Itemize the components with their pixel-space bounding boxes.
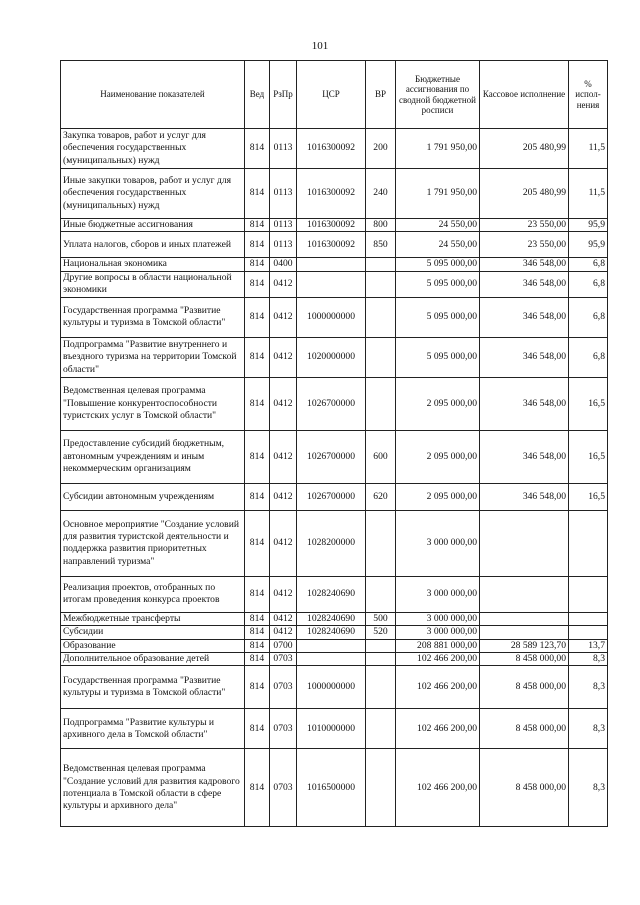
row-rzpr: 0412 — [270, 297, 297, 337]
row-ved: 814 — [245, 430, 270, 483]
row-rzpr: 0703 — [270, 749, 297, 827]
row-vr — [366, 709, 396, 749]
row-csr: 1028240690 — [297, 626, 366, 639]
row-rzpr: 0412 — [270, 271, 297, 297]
row-ved: 814 — [245, 219, 270, 232]
row-ved: 814 — [245, 258, 270, 271]
row-percent: 6,8 — [569, 271, 608, 297]
row-ved: 814 — [245, 297, 270, 337]
row-percent — [569, 510, 608, 576]
row-rzpr: 0113 — [270, 129, 297, 169]
row-percent: 6,8 — [569, 337, 608, 377]
row-vr: 850 — [366, 232, 396, 258]
row-name: Ведомственная целевая программа "Создание условий для развития кадрового потенциала в Томской области в сфере культуры и архивного дела" — [61, 749, 245, 827]
row-name: Предоставление субсидий бюджетным, автономным учреждениям и иным некоммерческим организациям — [61, 430, 245, 483]
row-budget: 24 550,00 — [396, 232, 480, 258]
row-csr: 1010000000 — [297, 709, 366, 749]
row-csr: 1016300092 — [297, 219, 366, 232]
table-row — [61, 337, 608, 377]
row-budget: 2 095 000,00 — [396, 377, 480, 430]
table-row — [61, 258, 608, 271]
row-name: Основное мероприятие "Создание условий для развития туристской деятельности и поддержка развития приоритетных направлений туризма" — [61, 510, 245, 576]
row-cash: 8 458 000,00 — [480, 749, 569, 827]
table-row — [61, 709, 608, 749]
row-vr: 600 — [366, 430, 396, 483]
row-name: Ведомственная целевая программа "Повышение конкурентоспособности туристских услуг в Томской области" — [61, 377, 245, 430]
row-rzpr: 0412 — [270, 626, 297, 639]
row-csr — [297, 258, 366, 271]
row-name: Субсидии автономным учреждениям — [61, 483, 245, 510]
row-cash: 346 548,00 — [480, 430, 569, 483]
row-rzpr: 0412 — [270, 337, 297, 377]
col-header-percent: % испол-нения — [569, 61, 608, 129]
table-row — [61, 576, 608, 612]
row-vr — [366, 576, 396, 612]
row-percent: 16,5 — [569, 377, 608, 430]
row-budget: 208 881 000,00 — [396, 639, 480, 652]
row-vr — [366, 258, 396, 271]
row-rzpr: 0400 — [270, 258, 297, 271]
row-csr — [297, 271, 366, 297]
table-row — [61, 639, 608, 652]
row-vr — [366, 337, 396, 377]
row-budget: 1 791 950,00 — [396, 169, 480, 219]
row-budget: 5 095 000,00 — [396, 271, 480, 297]
row-vr — [366, 377, 396, 430]
row-ved: 814 — [245, 709, 270, 749]
row-budget: 1 791 950,00 — [396, 129, 480, 169]
row-csr: 1028240690 — [297, 612, 366, 625]
row-vr: 200 — [366, 129, 396, 169]
row-rzpr: 0412 — [270, 612, 297, 625]
row-percent: 11,5 — [569, 169, 608, 219]
row-percent: 95,9 — [569, 219, 608, 232]
row-name: Государственная программа "Развитие культуры и туризма в Томской области" — [61, 666, 245, 709]
row-vr — [366, 271, 396, 297]
table-row — [61, 510, 608, 576]
row-cash: 28 589 123,70 — [480, 639, 569, 652]
row-ved: 814 — [245, 169, 270, 219]
row-percent: 6,8 — [569, 258, 608, 271]
row-vr: 620 — [366, 483, 396, 510]
row-cash: 23 550,00 — [480, 232, 569, 258]
col-header-budget: Бюджетные ассигнования по сводной бюджетной росписи — [396, 61, 480, 129]
row-name: Закупка товаров, работ и услуг для обеспечения государственных (муниципальных) нужд — [61, 129, 245, 169]
row-percent — [569, 576, 608, 612]
row-csr: 1016500000 — [297, 749, 366, 827]
row-csr: 1020000000 — [297, 337, 366, 377]
row-vr: 520 — [366, 626, 396, 639]
col-header-ved: Вед — [245, 61, 270, 129]
row-cash — [480, 612, 569, 625]
row-budget: 5 095 000,00 — [396, 337, 480, 377]
row-csr: 1026700000 — [297, 377, 366, 430]
table-row — [61, 653, 608, 666]
row-vr — [366, 510, 396, 576]
row-ved: 814 — [245, 232, 270, 258]
row-csr: 1000000000 — [297, 666, 366, 709]
row-name: Подпрограмма "Развитие внутреннего и въездного туризма на территории Томской области" — [61, 337, 245, 377]
row-csr: 1028200000 — [297, 510, 366, 576]
row-vr: 240 — [366, 169, 396, 219]
col-header-name: Наименование показателей — [61, 61, 245, 129]
row-ved: 814 — [245, 576, 270, 612]
row-ved: 814 — [245, 377, 270, 430]
table-row — [61, 219, 608, 232]
row-cash: 205 480,99 — [480, 129, 569, 169]
col-header-vr: ВР — [366, 61, 396, 129]
row-name: Субсидии — [61, 626, 245, 639]
col-header-cash: Кассовое исполнение — [480, 61, 569, 129]
row-percent: 16,5 — [569, 430, 608, 483]
table-row — [61, 169, 608, 219]
row-ved: 814 — [245, 612, 270, 625]
table-row — [61, 297, 608, 337]
row-name: Дополнительное образование детей — [61, 653, 245, 666]
table-row — [61, 430, 608, 483]
row-budget: 102 466 200,00 — [396, 709, 480, 749]
row-ved: 814 — [245, 483, 270, 510]
row-name: Другие вопросы в области национальной экономики — [61, 271, 245, 297]
row-name: Межбюджетные трансферты — [61, 612, 245, 625]
row-ved: 814 — [245, 271, 270, 297]
row-name: Иные закупки товаров, работ и услуг для обеспечения государственных (муниципальных) нужд — [61, 169, 245, 219]
row-ved: 814 — [245, 129, 270, 169]
row-vr — [366, 653, 396, 666]
row-cash: 346 548,00 — [480, 483, 569, 510]
row-ved: 814 — [245, 626, 270, 639]
row-name: Национальная экономика — [61, 258, 245, 271]
row-rzpr: 0703 — [270, 666, 297, 709]
row-rzpr: 0703 — [270, 653, 297, 666]
table-row — [61, 483, 608, 510]
row-budget: 2 095 000,00 — [396, 483, 480, 510]
row-rzpr: 0412 — [270, 576, 297, 612]
row-csr — [297, 653, 366, 666]
table-row — [61, 129, 608, 169]
row-csr: 1026700000 — [297, 483, 366, 510]
table-row — [61, 232, 608, 258]
table-header-row — [61, 61, 608, 129]
row-percent: 8,3 — [569, 709, 608, 749]
row-budget: 3 000 000,00 — [396, 576, 480, 612]
row-budget: 102 466 200,00 — [396, 653, 480, 666]
row-percent: 6,8 — [569, 297, 608, 337]
row-cash — [480, 576, 569, 612]
row-cash: 346 548,00 — [480, 258, 569, 271]
row-cash — [480, 510, 569, 576]
row-ved: 814 — [245, 749, 270, 827]
row-budget: 3 000 000,00 — [396, 612, 480, 625]
row-percent: 8,3 — [569, 653, 608, 666]
row-cash: 8 458 000,00 — [480, 709, 569, 749]
row-ved: 814 — [245, 653, 270, 666]
row-vr — [366, 666, 396, 709]
row-rzpr: 0412 — [270, 483, 297, 510]
row-budget: 2 095 000,00 — [396, 430, 480, 483]
row-vr: 800 — [366, 219, 396, 232]
row-budget: 24 550,00 — [396, 219, 480, 232]
row-percent: 13,7 — [569, 639, 608, 652]
row-csr: 1000000000 — [297, 297, 366, 337]
row-name: Государственная программа "Развитие культуры и туризма в Томской области" — [61, 297, 245, 337]
row-cash: 8 458 000,00 — [480, 666, 569, 709]
table-row — [61, 612, 608, 625]
row-ved: 814 — [245, 337, 270, 377]
row-rzpr: 0703 — [270, 709, 297, 749]
table-row — [61, 749, 608, 827]
table-row — [61, 377, 608, 430]
col-header-rzpr: РзПр — [270, 61, 297, 129]
row-csr: 1016300092 — [297, 169, 366, 219]
row-percent — [569, 612, 608, 625]
row-csr: 1016300092 — [297, 232, 366, 258]
row-rzpr: 0412 — [270, 377, 297, 430]
row-rzpr: 0113 — [270, 232, 297, 258]
row-budget: 102 466 200,00 — [396, 749, 480, 827]
row-cash: 346 548,00 — [480, 377, 569, 430]
row-cash: 205 480,99 — [480, 169, 569, 219]
row-percent: 8,3 — [569, 749, 608, 827]
row-cash: 346 548,00 — [480, 337, 569, 377]
row-vr: 500 — [366, 612, 396, 625]
row-vr — [366, 639, 396, 652]
row-rzpr: 0412 — [270, 430, 297, 483]
row-csr: 1026700000 — [297, 430, 366, 483]
row-percent: 16,5 — [569, 483, 608, 510]
row-rzpr: 0113 — [270, 219, 297, 232]
row-vr — [366, 297, 396, 337]
row-cash: 346 548,00 — [480, 297, 569, 337]
row-name: Реализация проектов, отобранных по итогам проведения конкурса проектов — [61, 576, 245, 612]
row-csr — [297, 639, 366, 652]
row-cash: 346 548,00 — [480, 271, 569, 297]
row-budget: 3 000 000,00 — [396, 510, 480, 576]
row-percent: 95,9 — [569, 232, 608, 258]
page-number: 101 — [311, 40, 329, 52]
row-ved: 814 — [245, 639, 270, 652]
row-percent: 11,5 — [569, 129, 608, 169]
row-name: Подпрограмма "Развитие культуры и архивного дела в Томской области" — [61, 709, 245, 749]
table-row — [61, 271, 608, 297]
row-ved: 814 — [245, 666, 270, 709]
row-rzpr: 0412 — [270, 510, 297, 576]
row-budget: 5 095 000,00 — [396, 258, 480, 271]
row-rzpr: 0113 — [270, 169, 297, 219]
row-cash — [480, 626, 569, 639]
row-vr — [366, 749, 396, 827]
row-name: Иные бюджетные ассигнования — [61, 219, 245, 232]
row-ved: 814 — [245, 510, 270, 576]
row-cash: 23 550,00 — [480, 219, 569, 232]
row-csr: 1028240690 — [297, 576, 366, 612]
row-name: Образование — [61, 639, 245, 652]
col-header-csr: ЦСР — [297, 61, 366, 129]
table-row — [61, 626, 608, 639]
budget-table — [60, 60, 608, 827]
row-cash: 8 458 000,00 — [480, 653, 569, 666]
row-percent — [569, 626, 608, 639]
row-csr: 1016300092 — [297, 129, 366, 169]
row-name: Уплата налогов, сборов и иных платежей — [61, 232, 245, 258]
row-percent: 8,3 — [569, 666, 608, 709]
row-budget: 102 466 200,00 — [396, 666, 480, 709]
row-budget: 5 095 000,00 — [396, 297, 480, 337]
row-budget: 3 000 000,00 — [396, 626, 480, 639]
table-row — [61, 666, 608, 709]
row-rzpr: 0700 — [270, 639, 297, 652]
